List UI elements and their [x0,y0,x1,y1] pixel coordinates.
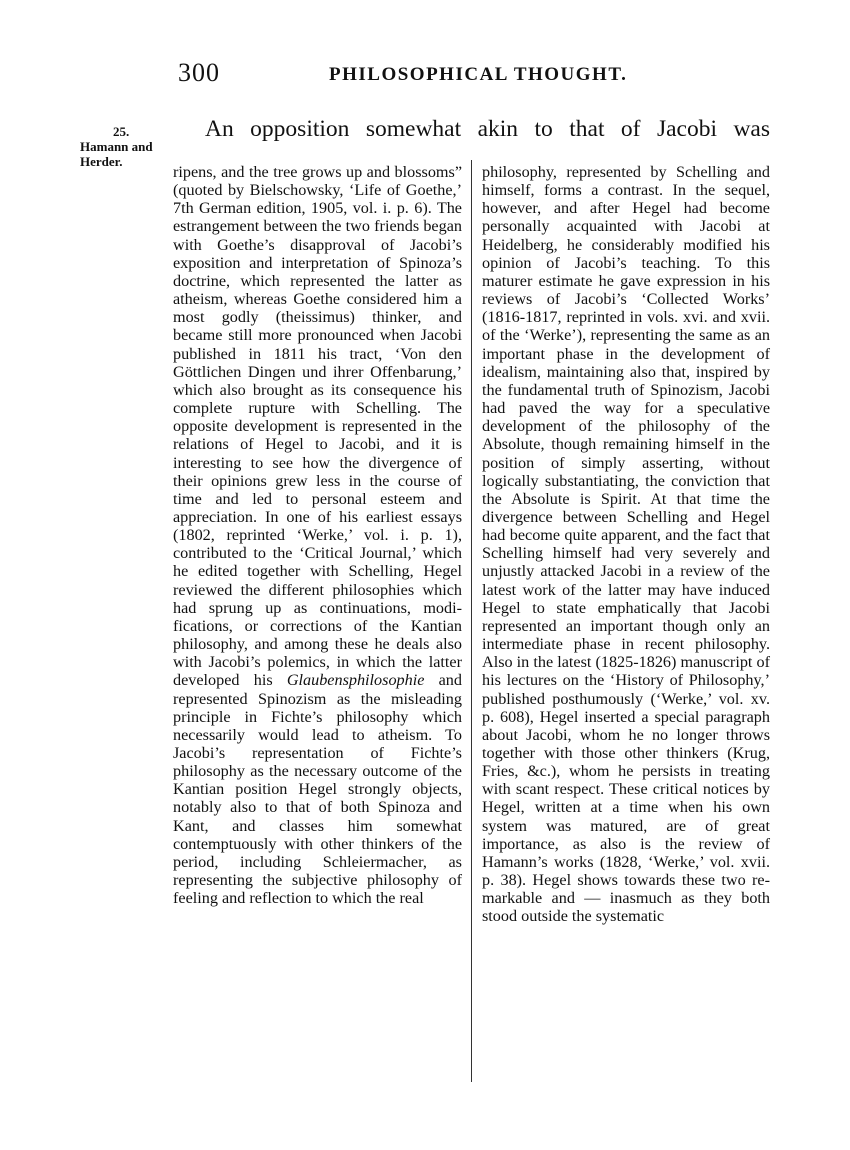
section-number: 25. [113,124,130,139]
italic-term: Glaubensphilosophie [286,671,425,690]
left-column-text: ripens, and the tree grows up and blossoms” (quoted by Bielschowsky, ‘Life of Goethe,’ 7th German edition, 1905, vol. i. p. 6). The estrangement between the two friends began with Goethe’s disapproval of Jacobi’s exposition and interpretation of Spinoza’s doctrine, which represented the latter as atheism, whereas Goethe considered him a most godly (theissimus) thinker, and became still more pronounced when Jacobi published in 1811 his tract, ‘Von den Göttlichen Dingen und ihrer Offenbarung,’ which also brought as its consequence his complete rupture with Schelling. The opposite development is represented in the relations of Hegel to Jacobi, and it is interesting to see how the divergence of their opinions grew less in the course of time and led to personal esteem and appreciation. In one of his earliest essays (1802, reprinted ‘Werke,’ vol. i. p. 1), contributed to the ‘Critical Journal,’ which he edited together with Schelling, Hegel reviewed the different philosophies which had sprung up as continuations, modifications, or corrections of the Kantian philosophy, and among these he deals also with Jacobi’s polemics, in which the latter developed his Glaubensphilosophie and represented Spinozism as the misleading principle in Fichte’s philosophy which necessarily would lead to atheism. To Jacobi’s representation of Fichte’s philosophy as the necessary outcome of the Kantian position Hegel strongly objects, notably also to that of both Spinoza and Kant, and classes him somewhat contemptuously with other thinkers of the period, including Schleiermacher, as representing the subjective philosophy of feeling and reflection to which the real [173,163,462,908]
left-column [173,163,462,907]
margin-note [80,124,170,169]
right-column [482,163,770,926]
lead-line: An opposition somewhat akin to that of Jacobi was [205,116,770,142]
right-column-text: philosophy, represented by Schelling and himself, forms a contrast. In the sequel, however, and after Hegel had become personally acquainted with Jacobi at Heidelberg, he considerably modified his opinion of Jacobi’s teaching. To this maturer estimate he gave expression in his reviews of Jacobi’s ‘Collected Works’ (1816-1817, reprinted in vols. xvi. and xvii. of the ‘Werke’), representing the same as an important phase in the development of idealism, maintaining also that, inspired by the fundamental truth of Spinozism, Jacobi had paved the way for a speculative development of the philosophy of the Absolute, though remaining himself in the position of simply asserting, without logically substantiating, the conviction that the Absolute is Spirit. At that time the divergence between Schelling and Hegel had become quite apparent, and the fact that Schelling himself had very severely and unjustly attacked Jacobi in a review of the latest work of the latter may have induced Hegel to state emphatically that Jacobi represented an important though only an intermediate phase in recent philosophy. Also in the latest (1825-1826) manuscript of his lectures on the ‘History of Philosophy,’ published posthumously (‘Werke,’ vol. xv. p. 608), Hegel inserted a special paragraph about Jacobi, whom he no longer throws together with those other thinkers (Krug, Fries, &c.), whom he persists in treating with scant respect. These critical notices by Hegel, written at a time when his own system was matured, are of great importance, as also is the review of Hamann’s works (1828, ‘Werke,’ vol. xvii. p. 38). Hegel shows towards these two remarkable and — inasmuch as they both stood outside the systematic [482,163,770,926]
page-number: 300 [178,58,220,87]
column-divider [471,160,472,1082]
margin-note-label: Hamann and Herder. [80,139,153,169]
running-title: PHILOSOPHICAL THOUGHT. [329,64,628,85]
